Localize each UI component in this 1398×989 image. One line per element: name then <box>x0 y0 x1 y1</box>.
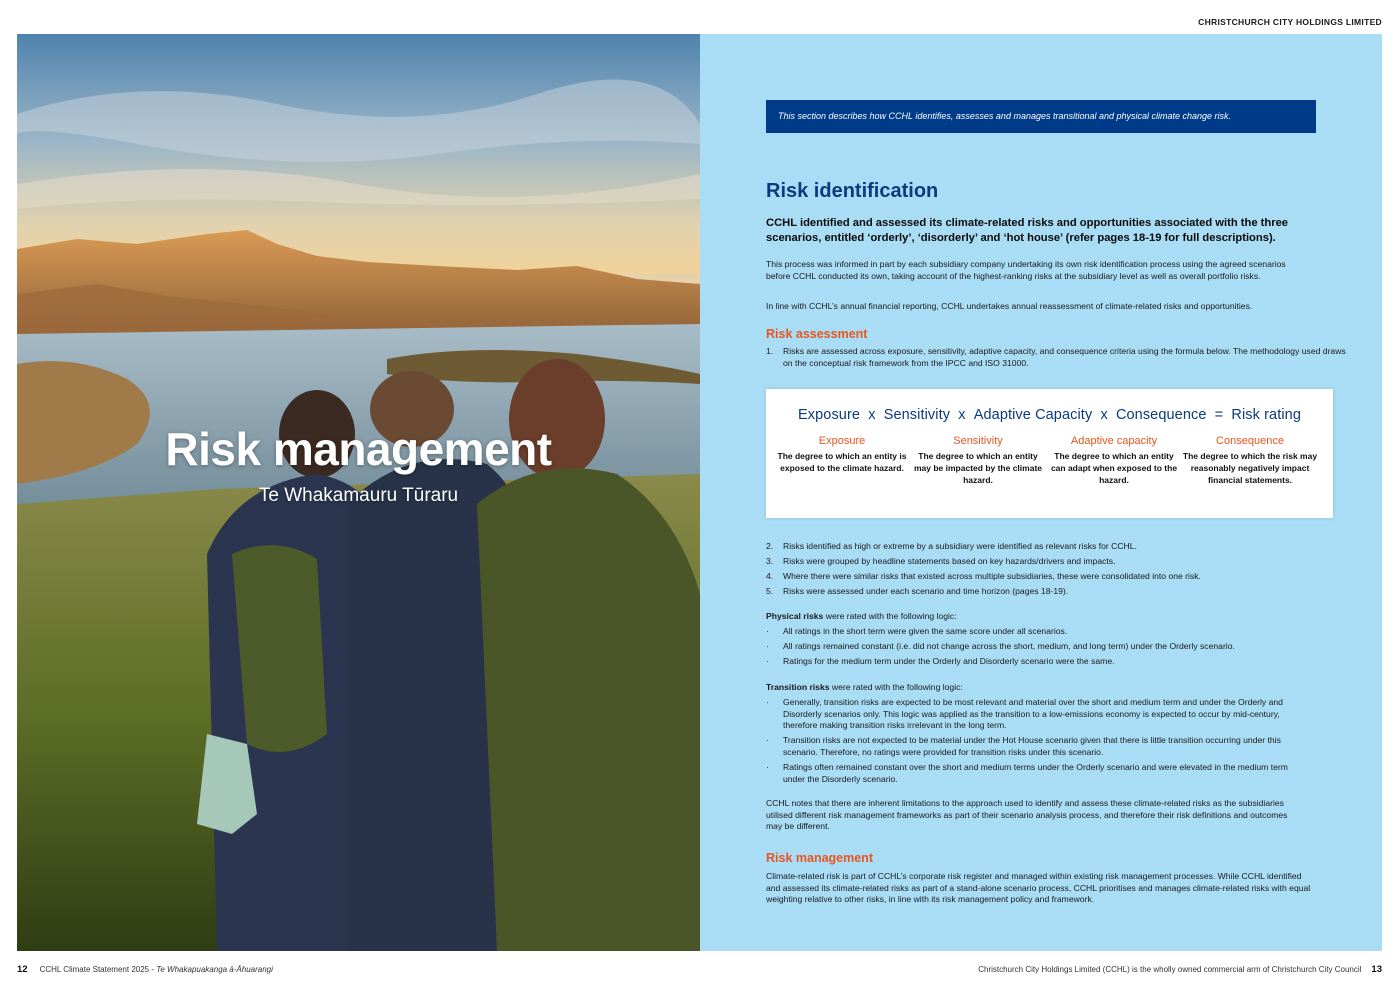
page-number: 12 <box>17 964 28 975</box>
factor-title: Consequence <box>1216 435 1284 447</box>
factor-consequence <box>1182 435 1318 486</box>
factor-description: The degree to which an entity can adapt when exposed to the hazard. <box>1050 451 1178 485</box>
list-item <box>766 641 1306 653</box>
item-text: Risks were assessed under each scenario and time horizon (pages 18-19). <box>783 586 1069 596</box>
footer-right <box>978 964 1382 975</box>
cover-photo <box>17 34 700 951</box>
risk-assessment-heading: Risk assessment <box>766 327 868 341</box>
risk-identification-heading: Risk identification <box>766 180 939 202</box>
formula-operator: = <box>1214 407 1224 423</box>
footer-left <box>17 964 273 975</box>
item-text: Risks are assessed across exposure, sensitivity, adaptive capacity, and consequence criteria using the formula below. The methodology used draws on the conceptual risk framework from the IPCC and ISO 31000. <box>783 346 1346 368</box>
formula-term: Exposure <box>798 407 861 423</box>
factor-title: Exposure <box>818 435 866 447</box>
item-text: Risks identified as high or extreme by a subsidiary were identified as relevant risks for CCHL. <box>783 541 1137 551</box>
factor-description: The degree to which the risk may reasonably negatively impact financial statements. <box>1182 451 1318 485</box>
risk-management-heading: Risk management <box>766 851 873 865</box>
bullet-text: Transition risks are not expected to be material under the Hot House scenario given that there is little transition occurring under this scenario. Therefore, no ratings were provided for transition risks under this scenario. <box>783 735 1281 757</box>
list-item <box>766 735 1306 758</box>
formula-operator: x <box>1100 407 1108 423</box>
footer-italic-text: Te Whakapuakanga ā-Āhuarangi <box>156 965 273 974</box>
formula-term: Adaptive Capacity <box>973 407 1093 423</box>
footer-text: Christchurch City Holdings Limited (CCHL) is the wholly owned commercial arm of Christchurch City Council <box>978 965 1362 974</box>
item-number: 4. <box>766 571 774 581</box>
bullet-text: All ratings in the short term were given the same score under all scenarios. <box>783 626 1068 636</box>
risk-formula <box>766 407 1333 423</box>
transition-risks-lead <box>766 682 1346 694</box>
formula-operator: x <box>868 407 876 423</box>
formula-operator: x <box>958 407 966 423</box>
footer-text: CCHL Climate Statement 2025 - <box>39 965 157 974</box>
numbered-item <box>766 541 1346 553</box>
bullet-icon: · <box>766 697 769 707</box>
item-number: 2. <box>766 541 774 551</box>
numbered-item <box>766 586 1346 598</box>
bullet-text: Ratings for the medium term under the Orderly and Disorderly scenario were the same. <box>783 656 1115 666</box>
factor-sensitivity <box>910 435 1046 486</box>
numbered-item <box>766 346 1346 369</box>
bullet-text: Generally, transition risks are expected to be most relevant and material over the short and medium term and under the Orderly and Disorderly scenarios only. This logic was applied as the transition to a low-emissions economy is expected to occur by mid-century, therefore making transition risks irrelevant in the long term. <box>783 697 1283 731</box>
factor-adaptive-capacity <box>1046 435 1182 486</box>
item-text: Risks were grouped by headline statements based on key hazards/drivers and impacts. <box>783 556 1116 566</box>
section-title: Risk management <box>165 423 552 475</box>
transition-risks-rest: were rated with the following logic: <box>829 682 963 692</box>
section-subtitle: Te Whakamauru Tūraru <box>258 485 459 506</box>
bullet-icon: · <box>766 641 769 651</box>
factor-description: The degree to which an entity may be impacted by the climate hazard. <box>913 451 1043 485</box>
content-panel <box>700 34 1382 951</box>
physical-risks-label: Physical risks <box>766 611 824 621</box>
numbered-item <box>766 556 1346 568</box>
bullet-text: Ratings often remained constant over the short and medium terms under the Orderly scenario and were elevated in the medium term under the Disorderly scenario. <box>783 762 1288 784</box>
physical-risks-lead <box>766 611 1346 623</box>
numbered-item <box>766 571 1346 583</box>
list-item <box>766 656 1306 668</box>
transition-risks-label: Transition risks <box>766 682 830 692</box>
list-item <box>766 697 1306 732</box>
factor-exposure <box>774 435 910 475</box>
formula-term: Sensitivity <box>883 407 951 423</box>
factor-title: Sensitivity <box>953 435 1003 447</box>
factor-description: The degree to which an entity is exposed to the climate hazard. <box>777 451 907 473</box>
risk-identification-paragraph: In line with CCHL’s annual financial reporting, CCHL undertakes annual reassessment of climate-related risks and opportunities. <box>766 301 1253 311</box>
document-header: CHRISTCHURCH CITY HOLDINGS LIMITED <box>1198 17 1382 27</box>
physical-risks-rest: were rated with the following logic: <box>823 611 957 621</box>
risk-identification-paragraph: This process was informed in part by each subsidiary company undertaking its own risk identification process using the agreed scenarios before CCHL conducted its own, taking account of the highest-ranking risks at the subsidiary level as well as overall portfolio risks. <box>766 259 1286 281</box>
risk-formula-box <box>766 389 1333 518</box>
bullet-icon: · <box>766 762 769 772</box>
bullet-icon: · <box>766 626 769 636</box>
page-number: 13 <box>1371 964 1382 975</box>
item-number: 1. <box>766 346 774 356</box>
limitations-paragraph: CCHL notes that there are inherent limitations to the approach used to identify and assess these climate-related risks as the subsidiaries utilised different risk management frameworks as part of their scenario analysis process, and therefore their risk definitions and outcomes may be different. <box>766 798 1288 832</box>
list-item <box>766 626 1306 638</box>
formula-term: Consequence <box>1115 407 1207 423</box>
formula-result: Risk rating <box>1231 407 1301 423</box>
bullet-icon: · <box>766 735 769 745</box>
item-text: Where there were similar risks that existed across multiple subsidiaries, these were consolidated into one risk. <box>783 571 1201 581</box>
list-item <box>766 762 1306 785</box>
risk-management-paragraph: Climate-related risk is part of CCHL’s corporate risk register and managed within existing risk management processes. While CCHL identified and assessed its climate-related risks as part of a stand-alone scenario process, CCHL prioritises and manages climate-related risks with equal weighting relative to other risks, in line with its risk management policy and framework. <box>766 871 1311 905</box>
bullet-text: All ratings remained constant (i.e. did not change across the short, medium, and long term) under the Orderly scenario. <box>783 641 1235 651</box>
intro-banner: This section describes how CCHL identifies, assesses and manages transitional and physical climate change risk. <box>766 100 1316 133</box>
risk-identification-lead: CCHL identified and assessed its climate-related risks and opportunities associated with the three scenarios, entitled ‘orderly’, ‘disorderly’ and ‘hot house’ (refer pages 18-19 for full descriptions). <box>766 217 1289 244</box>
item-number: 5. <box>766 586 774 596</box>
factor-title: Adaptive capacity <box>1070 435 1158 447</box>
item-number: 3. <box>766 556 774 566</box>
bullet-icon: · <box>766 656 769 666</box>
